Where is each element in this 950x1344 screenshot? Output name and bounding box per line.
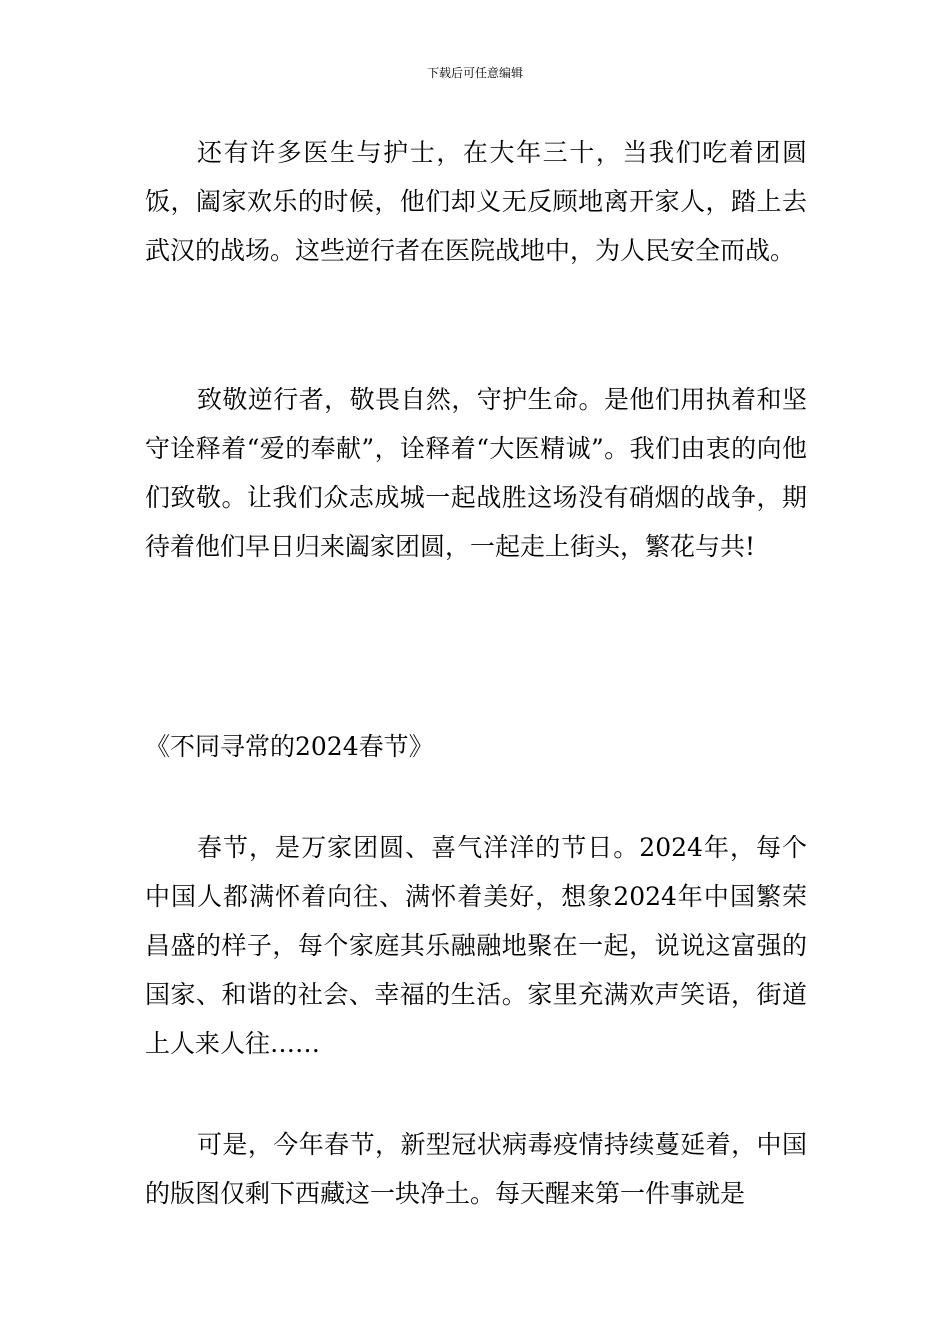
paragraph-spring-festival: 春节，是万家团圆、喜气洋洋的节日。2024年，每个中国人都满怀着向往、满怀着美好，想象2024年中国繁荣昌盛的样子，每个家庭其乐融融地聚在一起，说说这富强的国家、和谐的社会、幸福的生活。家里充满欢声笑语，街道上人来人往……	[145, 833, 807, 1058]
paragraph-epidemic: 可是，今年春节，新型冠状病毒疫情持续蔓延着，中国的版图仅剩下西藏这一块净土。每天醒来第一件事就是	[145, 1130, 807, 1208]
page-header-note: 下载后可任意编辑	[426, 66, 523, 80]
paragraph-medical-workers: 还有许多医生与护士，在大年三十，当我们吃着团圆饭，阖家欢乐的时候，他们却义无反顾地离开家人，踏上去武汉的战场。这些逆行者在医院战地中，为人民安全而战。	[145, 138, 807, 265]
paragraph-salute-retrogrades: 致敬逆行者，敬畏自然，守护生命。是他们用执着和坚守诠释着“爱的奉献”，诠释着“大医精诚”。我们由衷的向他们致敬。让我们众志成城一起战胜这场没有硝烟的战争，期待着他们早日归来阖家团圆，一起走上街头，繁花与共!	[145, 385, 807, 561]
section-title: 《不同寻常的2024春节》	[145, 732, 434, 761]
